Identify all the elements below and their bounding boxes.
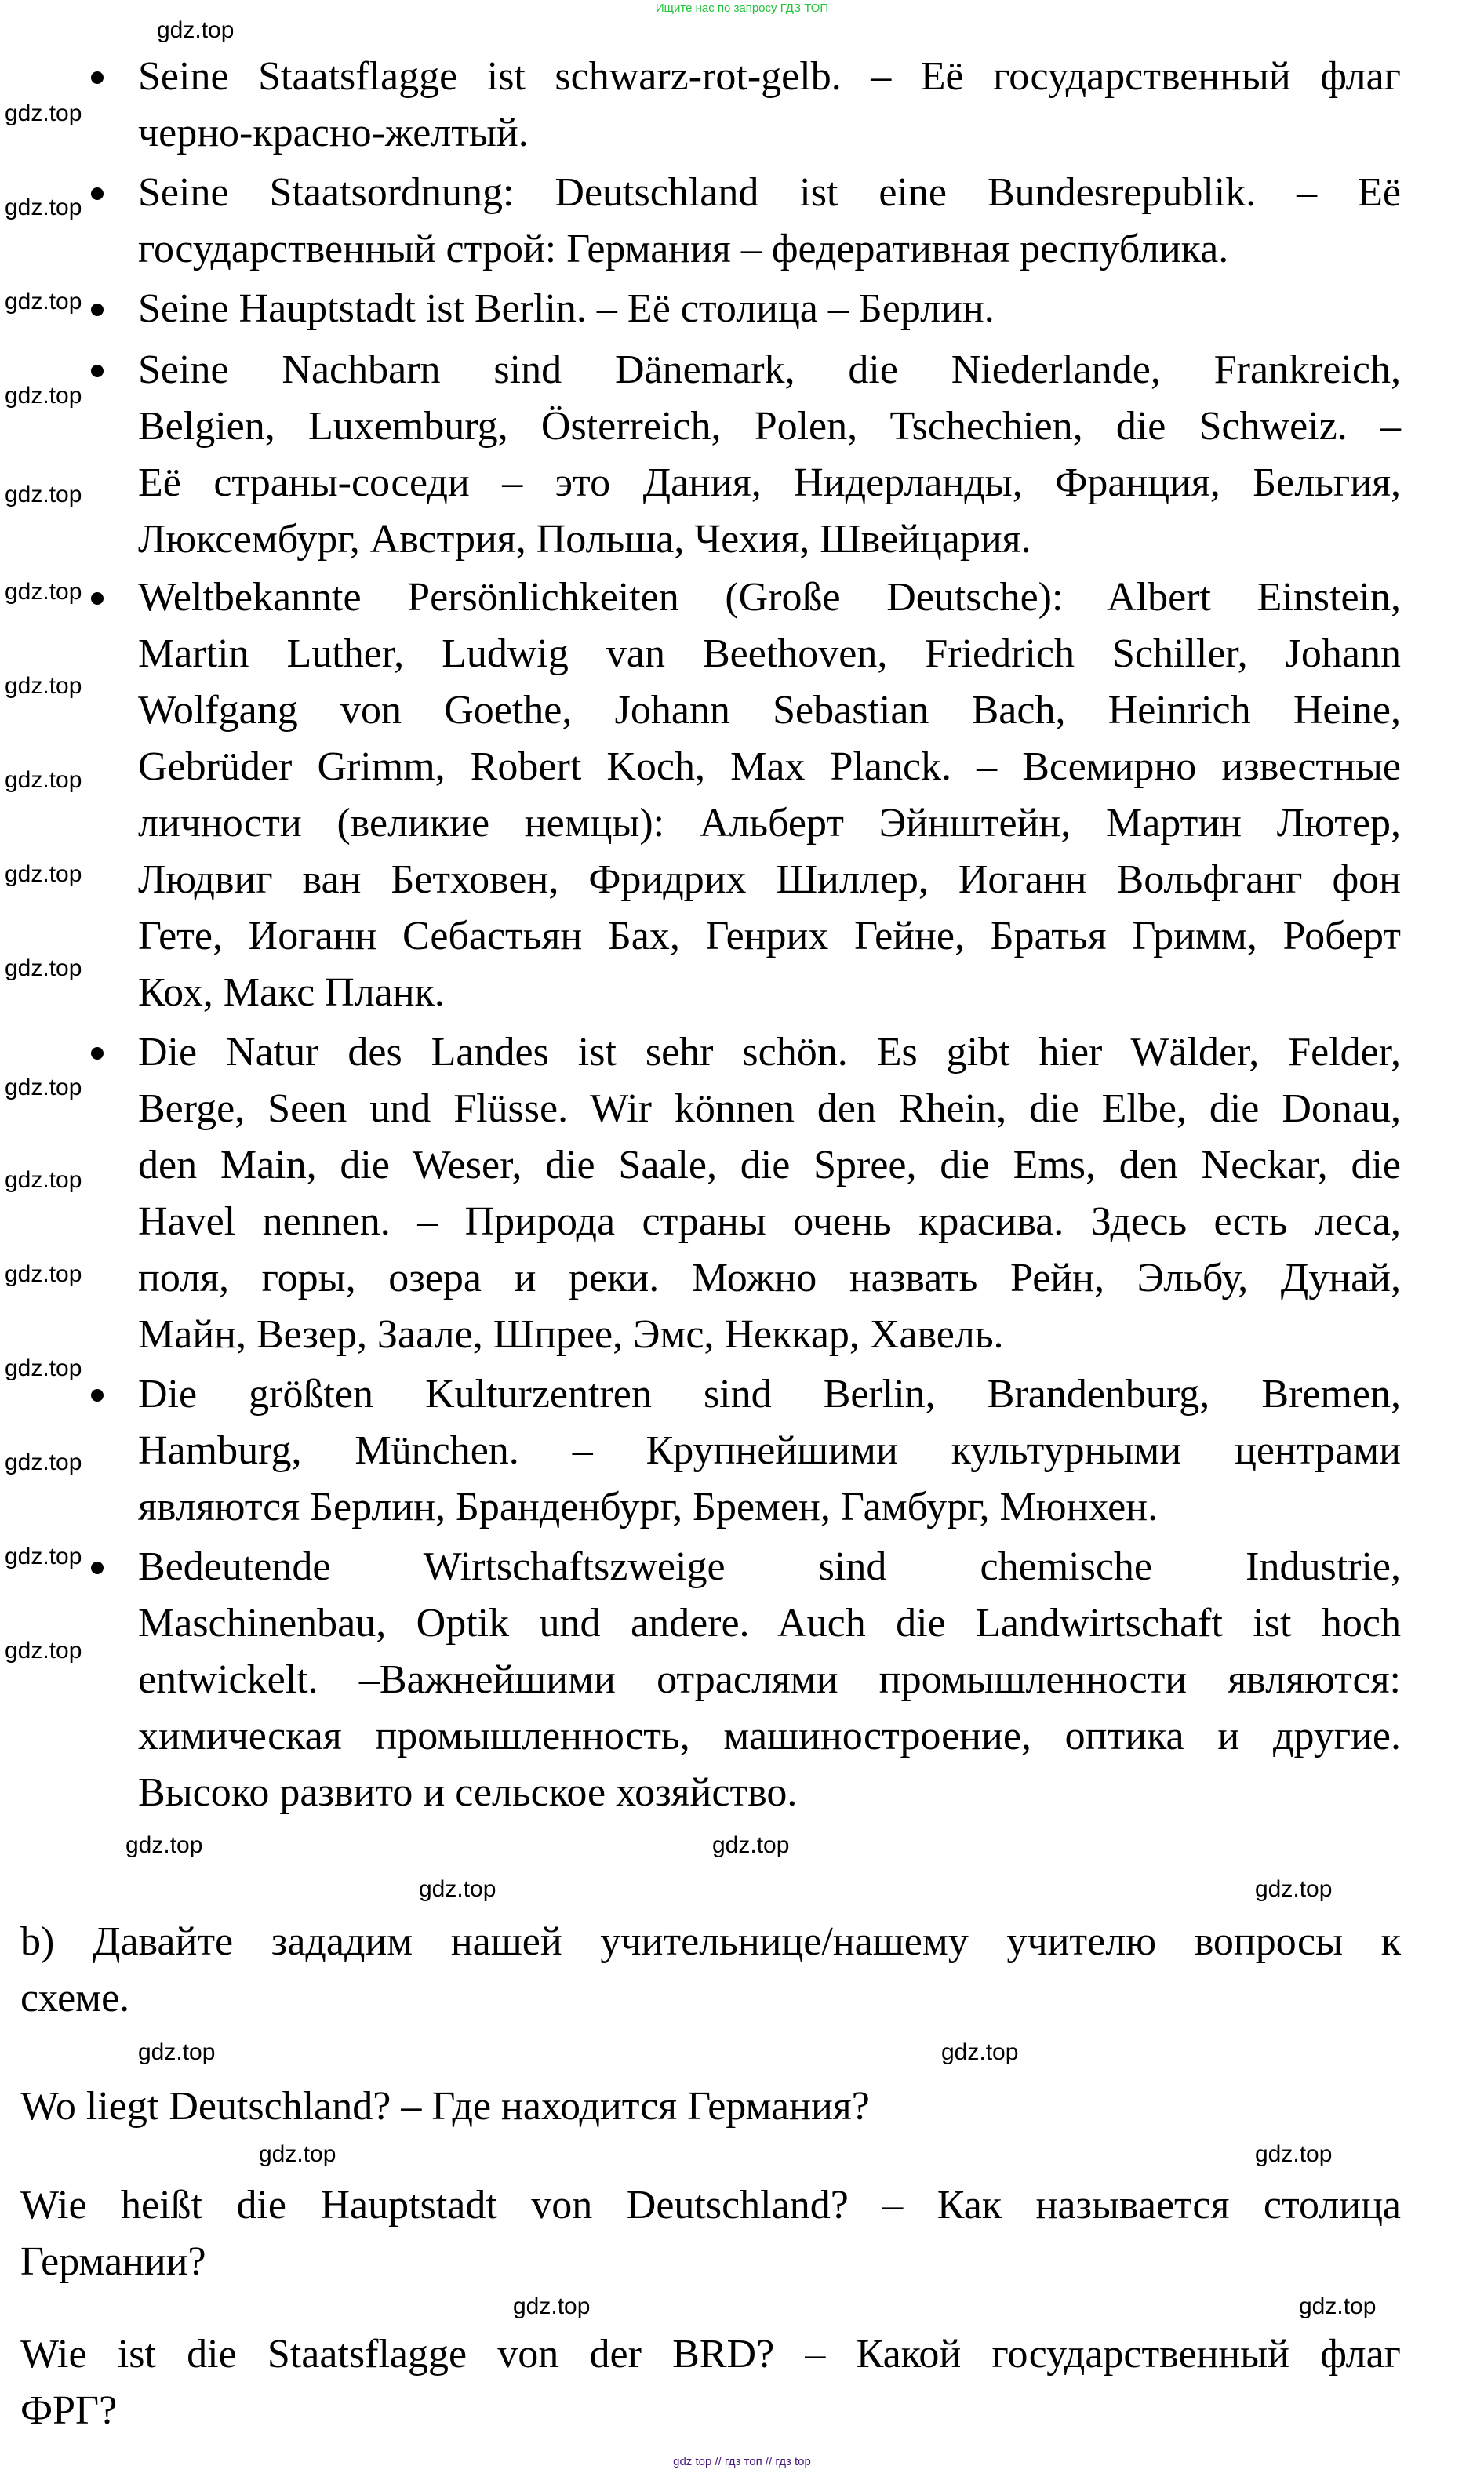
text-line: Людвиг ван Бетховен, Фридрих Шиллер, Иоганн Вольфганг фон	[138, 857, 1401, 902]
watermark-text: gdz.top	[1255, 1876, 1333, 1902]
watermark-text: gdz.top	[5, 100, 82, 126]
watermark-text: gdz.top	[5, 1261, 82, 1287]
text-line: Seine Nachbarn sind Dänemark, die Niederlande, Frankreich,	[138, 347, 1401, 392]
text-line: Германии?	[20, 2239, 206, 2284]
watermark-text: gdz.top	[5, 289, 82, 315]
text-line: Havel nennen. – Природа страны очень красива. Здесь есть леса,	[138, 1199, 1401, 1244]
bullet-item	[138, 49, 1401, 162]
text-line: поля, горы, озера и реки. Можно назвать Рейн, Эльбу, Дунай,	[138, 1256, 1401, 1300]
watermark-text: gdz.top	[941, 2039, 1019, 2065]
text-line: Высоко развито и сельское хозяйство.	[138, 1770, 798, 1815]
text-line: личности (великие немцы): Альберт Эйнштейн, Мартин Лютер,	[138, 801, 1401, 846]
watermark-text: gdz.top	[259, 2141, 336, 2167]
top-banner-link[interactable]: Ищите нас по запросу ГДЗ ТОП	[655, 2, 829, 15]
bullet-icon	[91, 1562, 104, 1574]
bullet-item	[138, 1024, 1401, 1363]
text-line: b) Давайте зададим нашей учительнице/нашему учителю вопросы к	[20, 1919, 1401, 1964]
text-line: Weltbekannte Persönlichkeiten (Große Deutsche): Albert Einstein,	[138, 575, 1401, 620]
text-line: Berge, Seen und Flüsse. Wir können den Rhein, die Elbe, die Donau,	[138, 1086, 1401, 1131]
watermark-text: gdz.top	[419, 1876, 496, 1902]
watermark-text: gdz.top	[5, 673, 82, 699]
bullet-item	[138, 281, 1401, 337]
bullet-icon	[91, 1389, 104, 1402]
text-line: Bedeutende Wirtschaftszweige sind chemische Industrie,	[138, 1544, 1401, 1589]
bullet-item	[138, 1366, 1401, 1536]
watermark-text: gdz.top	[5, 1075, 82, 1100]
watermark-text: gdz.top	[513, 2293, 591, 2319]
section-b-heading	[20, 1914, 1401, 2027]
bullet-icon	[91, 71, 104, 84]
watermark-text: gdz.top	[5, 482, 82, 507]
question-item	[20, 2177, 1401, 2290]
text-line: Кох, Макс Планк.	[138, 970, 445, 1015]
watermark-text: gdz.top	[138, 2039, 216, 2065]
text-line: Seine Staatsordnung: Deutschland ist eine Bundesrepublik. – Её	[138, 170, 1401, 215]
bullet-item	[138, 342, 1401, 568]
text-line: Люксембург, Австрия, Польша, Чехия, Швейцария.	[138, 517, 1031, 562]
text-line: Hamburg, München. – Крупнейшими культурными центрами	[138, 1428, 1401, 1473]
bullet-icon	[91, 304, 104, 316]
bullet-item	[138, 165, 1401, 278]
text-line: черно-красно-желтый.	[138, 111, 529, 155]
watermark-text: gdz.top	[5, 1355, 82, 1381]
watermark-text: gdz.top	[1255, 2141, 1333, 2167]
question-item	[20, 2078, 1401, 2135]
text-line: химическая промышленность, машиностроение, оптика и другие.	[138, 1714, 1401, 1758]
watermark-text: gdz.top	[5, 383, 82, 409]
text-line: являются Берлин, Бранденбург, Бремен, Гамбург, Мюнхен.	[138, 1485, 1158, 1529]
watermark-text: gdz.top	[5, 1638, 82, 1664]
text-line: Wie heißt die Hauptstadt von Deutschland? – Как называется столица	[20, 2183, 1401, 2228]
text-line: ФРГ?	[20, 2388, 118, 2433]
watermark-text: gdz.top	[712, 1832, 790, 1858]
text-line: Seine Hauptstadt ist Berlin. – Её столица – Берлин.	[138, 286, 995, 331]
watermark-text: gdz.top	[5, 579, 82, 605]
bullet-icon	[91, 187, 104, 200]
watermark-text: gdz.top	[5, 1544, 82, 1569]
bullet-icon	[91, 1047, 104, 1060]
watermark-text: gdz.top	[5, 1167, 82, 1193]
text-line: схеме.	[20, 1976, 130, 2020]
watermark-text: gdz.top	[5, 767, 82, 793]
bullet-icon	[91, 592, 104, 605]
text-line: Её страны-соседи – это Дания, Нидерланды, Франция, Бельгия,	[138, 460, 1401, 505]
watermark-text: gdz.top	[1299, 2293, 1377, 2319]
watermark-text: gdz.top	[5, 1449, 82, 1475]
text-line: Die Natur des Landes ist sehr schön. Es gibt hier Wälder, Felder,	[138, 1030, 1401, 1075]
text-line: Wie ist die Staatsflagge von der BRD? – Какой государственный флаг	[20, 2332, 1401, 2377]
text-line: Gebrüder Grimm, Robert Koch, Max Planck. – Всемирно известные	[138, 744, 1401, 789]
text-line: Майн, Везер, Заале, Шпрее, Эмс, Неккар, Хавель.	[138, 1312, 1004, 1357]
text-line: den Main, die Weser, die Saale, die Spree, die Ems, den Neckar, die	[138, 1143, 1401, 1187]
watermark-text: gdz.top	[5, 861, 82, 887]
text-line: Гете, Иоганн Себастьян Бах, Генрих Гейне, Братья Гримм, Роберт	[138, 914, 1401, 958]
text-line: Belgien, Luxemburg, Österreich, Polen, Tschechien, die Schweiz. –	[138, 404, 1401, 449]
text-line: Wo liegt Deutschland? – Где находится Германия?	[20, 2084, 870, 2129]
bullet-item	[138, 1539, 1401, 1821]
text-line: Maschinenbau, Optik und andere. Auch die Landwirtschaft ist hoch	[138, 1601, 1401, 1646]
text-line: Die größten Kulturzentren sind Berlin, Brandenburg, Bremen,	[138, 1372, 1401, 1417]
text-line: Wolfgang von Goethe, Johann Sebastian Bach, Heinrich Heine,	[138, 688, 1401, 733]
watermark-text: gdz.top	[5, 955, 82, 981]
watermark-text: gdz.top	[5, 195, 82, 220]
bullet-item	[138, 569, 1401, 1021]
text-line: Seine Staatsflagge ist schwarz-rot-gelb. – Её государственный флаг	[138, 54, 1401, 99]
question-item	[20, 2326, 1401, 2439]
text-line: Martin Luther, Ludwig van Beethoven, Friedrich Schiller, Johann	[138, 631, 1401, 676]
footer-links[interactable]: gdz top // гдз топ // гдз top	[673, 2455, 811, 2468]
text-line: государственный строй: Германия – федеративная республика.	[138, 227, 1229, 271]
bullet-icon	[91, 365, 104, 377]
watermark-text: gdz.top	[157, 17, 235, 43]
watermark-text: gdz.top	[125, 1832, 203, 1858]
text-line: entwickelt. –Важнейшими отраслями промышленности являются:	[138, 1657, 1401, 1702]
